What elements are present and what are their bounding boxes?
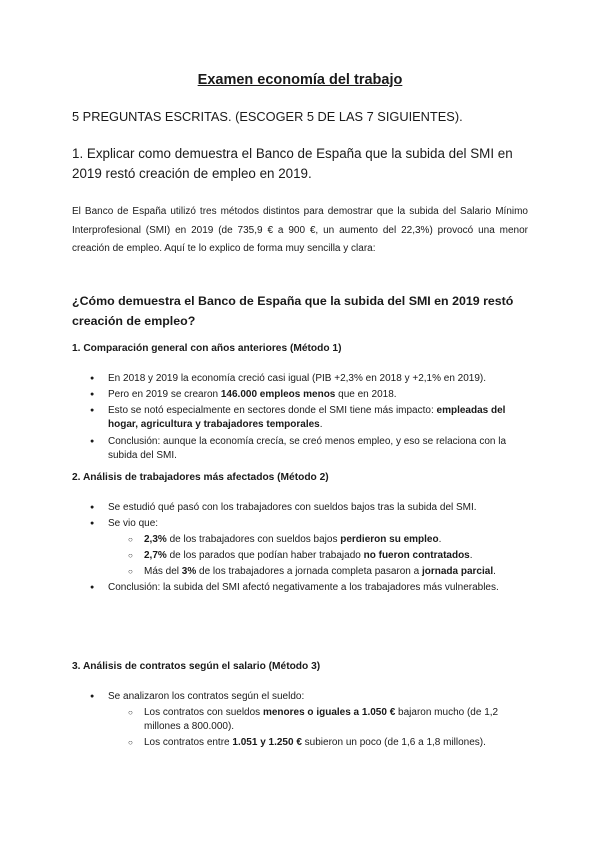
list-item xyxy=(72,501,532,515)
text: que en 2018. xyxy=(335,389,397,401)
sub-list-item xyxy=(108,565,532,579)
text: Los contratos con sueldos xyxy=(144,707,263,718)
text: de los trabajadores con sueldos bajos xyxy=(166,534,341,546)
method3-list xyxy=(72,690,532,752)
list-item xyxy=(72,581,532,595)
text: Esto se notó especialmente en sectores donde el SMI tiene más impacto: xyxy=(108,405,437,417)
sub-list-item xyxy=(108,533,532,547)
text: bajaron mucho (de 1,2 millones a 800.000). xyxy=(144,707,499,732)
method1-b1: En 2018 y 2019 la economía creció casi igual (PIB +2,3% en 2018 y +2,1% en 2019). xyxy=(108,373,487,384)
text: . xyxy=(469,550,473,562)
text: Más del xyxy=(144,566,182,578)
text: de los trabajadores a jornada completa pasaron a xyxy=(196,566,422,578)
list-item xyxy=(72,372,532,386)
text: subieron un poco (de 1,6 a 1,8 millones). xyxy=(301,737,486,748)
bold-text: 146.000 empleos menos xyxy=(220,389,336,401)
sub-list-item xyxy=(108,706,532,734)
method1-b4: Conclusión: aunque la economía crecía, se creó menos empleo, y eso se relaciona con la subida del SMI. xyxy=(108,435,507,461)
method3-sublist xyxy=(108,706,532,750)
bold-text: 2,3% xyxy=(144,534,167,546)
sub-list-item xyxy=(108,549,532,563)
bold-text: menores o iguales a 1.050 € xyxy=(262,707,396,718)
intro-paragraph: El Banco de España utilizó tres métodos distintos para demostrar que la subida del Salario Mínimo Interprofesional (SMI) en 2019 (de 735,9 € a 900 €, un aumento del 22,3%) provocó una menor creación de empleo. Aquí te lo explico de forma muy sencilla y clara: xyxy=(72,206,528,254)
bold-text: 2,7% xyxy=(144,550,167,562)
text: Los contratos entre xyxy=(144,737,233,748)
text: . xyxy=(438,534,442,546)
bold-text: empleadas del hogar, agricultura y trabajadores temporales xyxy=(108,405,506,431)
method1-list xyxy=(72,372,532,465)
method1-heading: 1. Comparación general con años anteriores (Método 1) xyxy=(72,343,342,354)
sub-list-item xyxy=(108,736,532,750)
text: Pero en 2019 se crearon xyxy=(108,389,221,401)
text: . xyxy=(493,566,496,578)
list-item xyxy=(72,435,532,463)
method2-sublist xyxy=(108,533,532,579)
method3-heading: 3. Análisis de contratos según el salario (Método 3) xyxy=(72,661,321,672)
list-item xyxy=(72,517,532,579)
list-item xyxy=(72,404,532,432)
method2-b1: Se estudió qué pasó con los trabajadores con sueldos bajos tras la subida del SMI. xyxy=(108,502,477,513)
bold-text: jornada parcial xyxy=(421,566,494,578)
method2-heading: 2. Análisis de trabajadores más afectados (Método 2) xyxy=(72,472,329,483)
text: . xyxy=(319,419,323,431)
bold-text: 1.051 y 1.250 € xyxy=(232,737,302,748)
method3-b1: Se analizaron los contratos según el sueldo: xyxy=(108,691,305,702)
section-heading: ¿Cómo demuestra el Banco de España que la subida del SMI en 2019 restó creación de empleo? xyxy=(72,294,514,328)
text: de los parados que podían haber trabajado xyxy=(166,550,364,562)
bold-text: no fueron contratados xyxy=(363,550,470,562)
question-1: 1. Explicar como demuestra el Banco de España que la subida del SMI en 2019 restó creación de empleo en 2019. xyxy=(72,146,513,181)
bold-text: perdieron su empleo xyxy=(340,534,439,546)
exam-subtitle: 5 PREGUNTAS ESCRITAS. (ESCOGER 5 DE LAS 7 SIGUIENTES). xyxy=(72,109,463,124)
page-title: Examen economía del trabajo xyxy=(197,72,403,88)
list-item xyxy=(72,690,532,750)
method2-list xyxy=(72,501,532,598)
method2-b2: Se vio que: xyxy=(108,518,159,530)
list-item xyxy=(72,388,532,402)
method2-b3: Conclusión: la subida del SMI afectó negativamente a los trabajadores más vulnerables. xyxy=(108,582,499,594)
bold-text: 3% xyxy=(181,566,197,578)
